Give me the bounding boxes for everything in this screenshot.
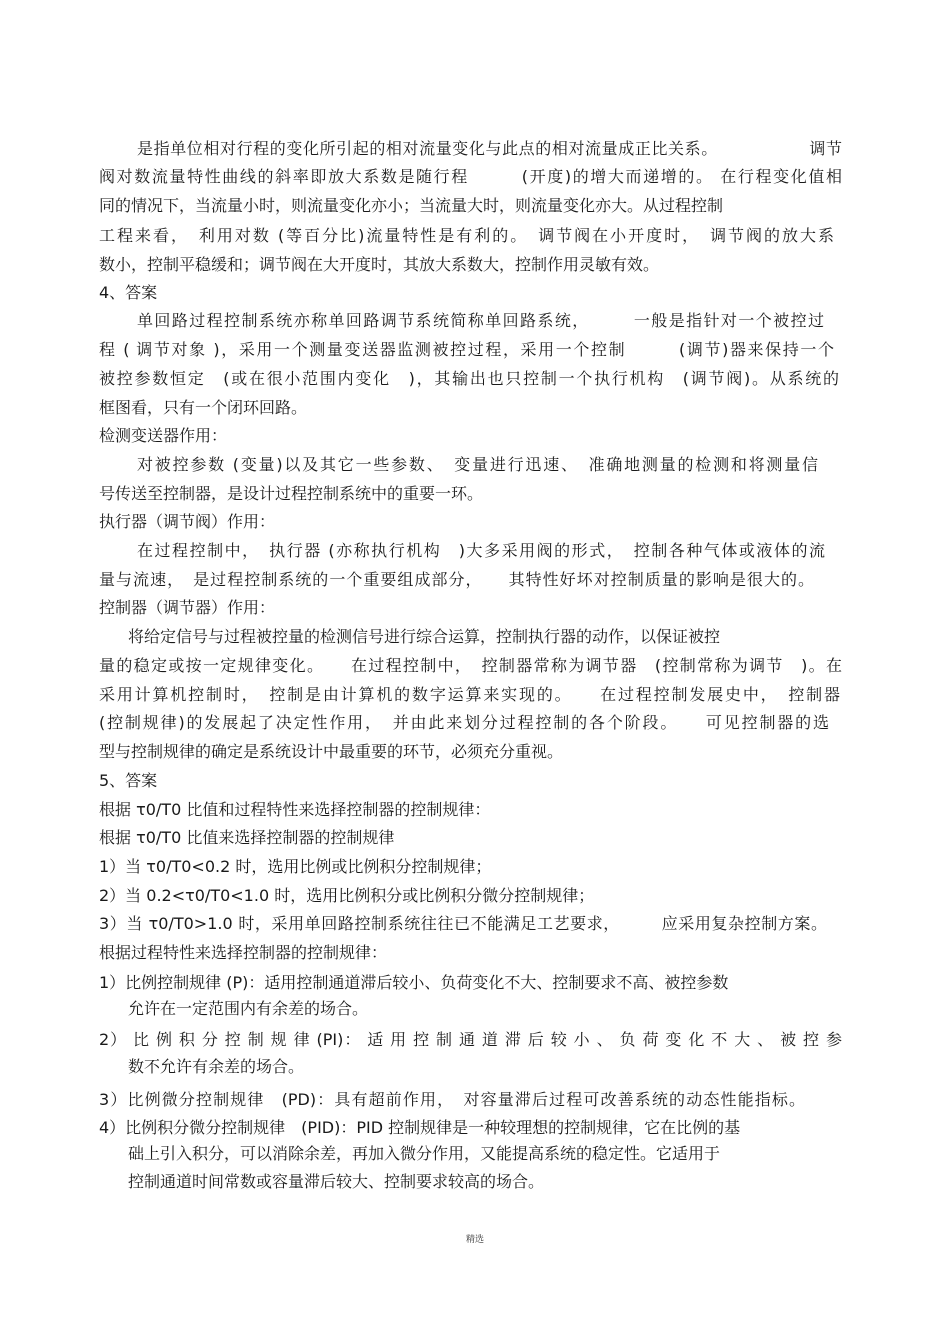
paragraph-line: 是指单位相对行程的变化所引起的相对流量变化与此点的相对流量成正比关系。 调节 xyxy=(137,139,842,158)
subheading: 执行器（调节阀）作用： xyxy=(99,512,276,531)
paragraph-line: 数小，控制平稳缓和；调节阀在大开度时，其放大系数大，控制作用灵敏有效。 xyxy=(99,255,660,274)
paragraph-line: 将给定信号与过程被控量的检测信号进行综合运算，控制执行器的动作，以保证被控 xyxy=(128,627,721,646)
paragraph-line: 被控参数恒定 (或在很小范围内变化 )，其输出也只控制一个执行机构 (调节阀)。从系统的 xyxy=(99,369,839,388)
paragraph-line: 框图看，只有一个闭环回路。 xyxy=(99,398,308,417)
paragraph-line: 对被控参数 (变量)以及其它一些参数、 变量进行迅速、 准确地测量的检测和将测量信 xyxy=(137,455,818,474)
list-item: 4）比例积分微分控制规律 (PID)：PID 控制规律是一种较理想的控制规律，它在比例的基 xyxy=(99,1118,741,1137)
section-heading: 5、答案 xyxy=(99,771,158,790)
paragraph-line: 工程来看， 利用对数 (等百分比)流量特性是有利的。 调节阀在小开度时， 调节阀的放大系 xyxy=(99,226,834,245)
list-item: 1）当 τ0/T0<0.2 时，选用比例或比例积分控制规律； xyxy=(99,857,492,876)
paragraph-line: 型与控制规律的确定是系统设计中最重要的环节，必须充分重视。 xyxy=(99,742,564,761)
paragraph-line: 采用计算机控制时， 控制是由计算机的数字运算来实现的。 在过程控制发展史中， 控制器 xyxy=(99,685,840,704)
subheading: 控制器（调节器）作用： xyxy=(99,598,276,617)
list-item-continuation: 数不允许有余差的场合。 xyxy=(128,1057,305,1076)
paragraph-line: 在过程控制中， 执行器 (亦称执行机构 )大多采用阀的形式， 控制各种气体或液体的流 xyxy=(137,541,825,560)
paragraph-line: 根据 τ0/T0 比值来选择控制器的控制规律 xyxy=(99,828,395,847)
list-item: 1）比例控制规律 (P)：适用控制通道滞后较小、负荷变化不大、控制要求不高、被控参数 xyxy=(99,973,729,992)
paragraph-line: 单回路过程控制系统亦称单回路调节系统简称单回路系统， 一般是指针对一个被控过 xyxy=(137,311,824,330)
paragraph-line: 根据 τ0/T0 比值和过程特性来选择控制器的控制规律： xyxy=(99,800,491,819)
list-item: 2） 比 例 积 分 控 制 规 律 (PI)： 适 用 控 制 通 道 滞 后 较 小 、 负 荷 变 化 不 大 、 被 控 参 xyxy=(99,1030,842,1049)
paragraph-line: 号传送至控制器，是设计过程控制系统中的重要一环。 xyxy=(99,484,484,503)
subheading: 根据过程特性来选择控制器的控制规律： xyxy=(99,943,388,962)
page-footer: 精选 xyxy=(465,1235,484,1245)
list-item: 2）当 0.2<τ0/T0<1.0 时，选用比例积分或比例积分微分控制规律； xyxy=(99,886,595,905)
list-item: 3）比例微分控制规律 (PD)：具有超前作用， 对容量滞后过程可改善系统的动态性能指标。 xyxy=(99,1090,805,1109)
list-item-continuation: 允许在一定范围内有余差的场合。 xyxy=(128,999,369,1018)
paragraph-line: (控制规律)的发展起了决定性作用， 并由此来划分过程控制的各个阶段。 可见控制器的选 xyxy=(99,713,829,732)
paragraph-line: 程 ( 调节对象 )，采用一个测量变送器监测被控过程，采用一个控制 (调节)器来保持一个 xyxy=(99,340,834,359)
subheading: 检测变送器作用： xyxy=(99,426,228,445)
paragraph-line: 量的稳定或按一定规律变化。 在过程控制中， 控制器常称为调节器 (控制常称为调节 )。在 xyxy=(99,656,842,675)
list-item-continuation: 础上引入积分，可以消除余差，再加入微分作用，又能提高系统的稳定性。它适用于 xyxy=(128,1144,721,1163)
paragraph-line: 量与流速， 是过程控制系统的一个重要组成部分， 其特性好坏对控制质量的影响是很大的。 xyxy=(99,570,814,589)
paragraph-line: 阀对数流量特性曲线的斜率即放大系数是随行程 (开度)的增大而递增的。 在行程变化值相 xyxy=(99,167,842,186)
list-item: 3）当 τ0/T0>1.0 时，采用单回路控制系统往往已不能满足工艺要求， 应采用复杂控制方案。 xyxy=(99,914,827,933)
section-heading: 4、答案 xyxy=(99,283,158,302)
paragraph-line: 同的情况下，当流量小时，则流量变化亦小；当流量大时，则流量变化亦大。从过程控制 xyxy=(99,196,724,215)
list-item-continuation: 控制通道时间常数或容量滞后较大、控制要求较高的场合。 xyxy=(128,1172,545,1191)
